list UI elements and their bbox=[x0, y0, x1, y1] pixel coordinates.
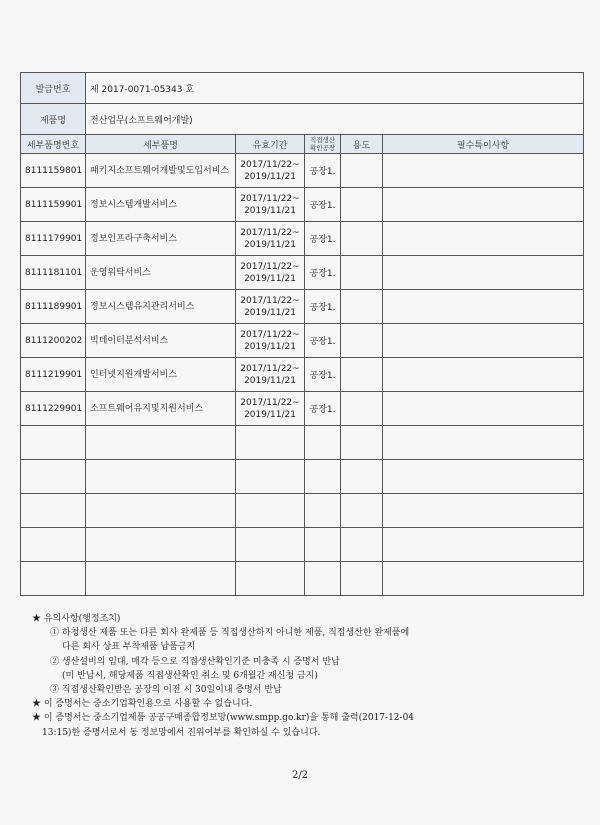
period-start: 2017/11/22~ bbox=[240, 261, 300, 272]
period-start: 2017/11/22~ bbox=[240, 397, 300, 408]
period-end: 2019/11/21 bbox=[244, 239, 296, 250]
notes-title: ★ 유의사항(행정조치) bbox=[32, 614, 121, 624]
item-period bbox=[236, 188, 305, 222]
item-period bbox=[236, 290, 305, 324]
notes-section bbox=[32, 612, 582, 740]
item-usage bbox=[341, 392, 383, 426]
period-start: 2017/11/22~ bbox=[240, 363, 300, 374]
item-facility: 공장1. bbox=[305, 290, 341, 324]
item-code: 8111219901 bbox=[21, 358, 86, 392]
item-notes bbox=[383, 154, 584, 188]
period-end: 2019/11/21 bbox=[244, 273, 296, 284]
period-end: 2019/11/21 bbox=[244, 375, 296, 386]
item-usage bbox=[341, 358, 383, 392]
item-usage bbox=[341, 256, 383, 290]
item-usage bbox=[341, 222, 383, 256]
empty-row bbox=[21, 494, 584, 528]
item-code: 8111229901 bbox=[21, 392, 86, 426]
period-end: 2019/11/21 bbox=[244, 171, 296, 182]
item-facility: 공장1. bbox=[305, 358, 341, 392]
period-end: 2019/11/21 bbox=[244, 341, 296, 352]
item-facility: 공장1. bbox=[305, 256, 341, 290]
item-facility: 공장1. bbox=[305, 324, 341, 358]
issue-number-row bbox=[21, 73, 584, 104]
item-notes bbox=[383, 256, 584, 290]
item-facility: 공장1. bbox=[305, 188, 341, 222]
item-code: 8111200202 bbox=[21, 324, 86, 358]
item-facility: 공장1. bbox=[305, 392, 341, 426]
note-2-line-1: ② 생산설비의 임대, 매각 등으로 직접생산확인기준 미충족 시 증명서 반납 bbox=[50, 656, 340, 667]
item-code: 8111179901 bbox=[21, 222, 86, 256]
table-row bbox=[21, 324, 584, 358]
column-header-row bbox=[21, 135, 584, 154]
item-period bbox=[236, 222, 305, 256]
item-period bbox=[236, 392, 305, 426]
item-name: 소프트웨어유지및지원서비스 bbox=[86, 392, 236, 426]
period-start: 2017/11/22~ bbox=[240, 159, 300, 170]
table-row bbox=[21, 222, 584, 256]
notice-2-line-2: 13:15)한 증명서로서 동 정보망에서 진위여부를 확인하실 수 있습니다. bbox=[42, 727, 321, 738]
table-row bbox=[21, 358, 584, 392]
issue-number-value: 제 2017-0071-05343 호 bbox=[86, 73, 584, 104]
col-header-usage: 용도 bbox=[341, 135, 383, 154]
period-end: 2019/11/21 bbox=[244, 307, 296, 318]
col-header-name: 세부품명 bbox=[86, 135, 236, 154]
empty-row bbox=[21, 562, 584, 596]
item-code: 8111181101 bbox=[21, 256, 86, 290]
note-2-line-2: (미 반납시, 해당제품 직접생산확인 취소 및 6개월간 재신청 금지) bbox=[62, 670, 318, 681]
item-name: 패키지소프트웨어개발및도입서비스 bbox=[86, 154, 236, 188]
item-code: 8111159801 bbox=[21, 154, 86, 188]
product-name-row bbox=[21, 104, 584, 135]
item-period bbox=[236, 358, 305, 392]
item-notes bbox=[383, 290, 584, 324]
issue-number-label: 발급번호 bbox=[21, 73, 86, 104]
item-usage bbox=[341, 324, 383, 358]
period-start: 2017/11/22~ bbox=[240, 193, 300, 204]
notice-2-line-1: ★ 이 증명서는 중소기업제품 공공구매종합정보망(www.smpp.go.kr)을 통해 출력(2017-12-04 bbox=[32, 713, 415, 724]
item-facility: 공장1. bbox=[305, 154, 341, 188]
item-name: 빅데이터분석서비스 bbox=[86, 324, 236, 358]
empty-row bbox=[21, 460, 584, 494]
col-header-code: 세부품명번호 bbox=[21, 135, 86, 154]
page-number: 2/2 bbox=[291, 770, 309, 781]
note-1-line-1: ① 하청생산 제품 또는 다른 회사 완제품 등 직접생산하지 아니한 제품, 직접생산한 완제품에 bbox=[50, 628, 410, 639]
table-row bbox=[21, 154, 584, 188]
item-code: 8111189901 bbox=[21, 290, 86, 324]
period-end: 2019/11/21 bbox=[244, 409, 296, 420]
item-notes bbox=[383, 392, 584, 426]
item-notes bbox=[383, 324, 584, 358]
note-1-line-2: 다른 회사 상표 부착제품 납품금지 bbox=[62, 642, 196, 653]
item-period bbox=[236, 324, 305, 358]
period-end: 2019/11/21 bbox=[244, 205, 296, 216]
table-row bbox=[21, 256, 584, 290]
item-name: 정보인프라구축서비스 bbox=[86, 222, 236, 256]
table-row bbox=[21, 392, 584, 426]
item-period bbox=[236, 154, 305, 188]
item-notes bbox=[383, 222, 584, 256]
item-period bbox=[236, 256, 305, 290]
item-usage bbox=[341, 154, 383, 188]
item-name: 정보시스템개발서비스 bbox=[86, 188, 236, 222]
empty-row bbox=[21, 426, 584, 460]
col-header-facility: 직접생산확인공장 bbox=[305, 135, 341, 154]
item-usage bbox=[341, 290, 383, 324]
col-header-period: 유효기간 bbox=[236, 135, 305, 154]
item-usage bbox=[341, 188, 383, 222]
table-row bbox=[21, 188, 584, 222]
period-start: 2017/11/22~ bbox=[240, 227, 300, 238]
item-notes bbox=[383, 188, 584, 222]
product-name-label: 제품명 bbox=[21, 104, 86, 135]
period-start: 2017/11/22~ bbox=[240, 295, 300, 306]
table-row bbox=[21, 290, 584, 324]
item-name: 운영위탁서비스 bbox=[86, 256, 236, 290]
item-code: 8111159901 bbox=[21, 188, 86, 222]
period-start: 2017/11/22~ bbox=[240, 329, 300, 340]
item-name: 인터넷지원개발서비스 bbox=[86, 358, 236, 392]
product-name-value: 전산업무(소프트웨어개발) bbox=[86, 104, 584, 135]
item-notes bbox=[383, 358, 584, 392]
note-3: ③ 직접생산확인받은 공장의 이전 시 30일이내 증명서 반납 bbox=[50, 685, 282, 696]
item-facility: 공장1. bbox=[305, 222, 341, 256]
empty-row bbox=[21, 528, 584, 562]
notice-1: ★ 이 증명서는 중소기업확인용으로 사용할 수 없습니다. bbox=[32, 699, 253, 710]
item-name: 정보시스템유지관리서비스 bbox=[86, 290, 236, 324]
col-header-notes: 필수특이사항 bbox=[383, 135, 584, 154]
certificate-table bbox=[20, 72, 584, 596]
